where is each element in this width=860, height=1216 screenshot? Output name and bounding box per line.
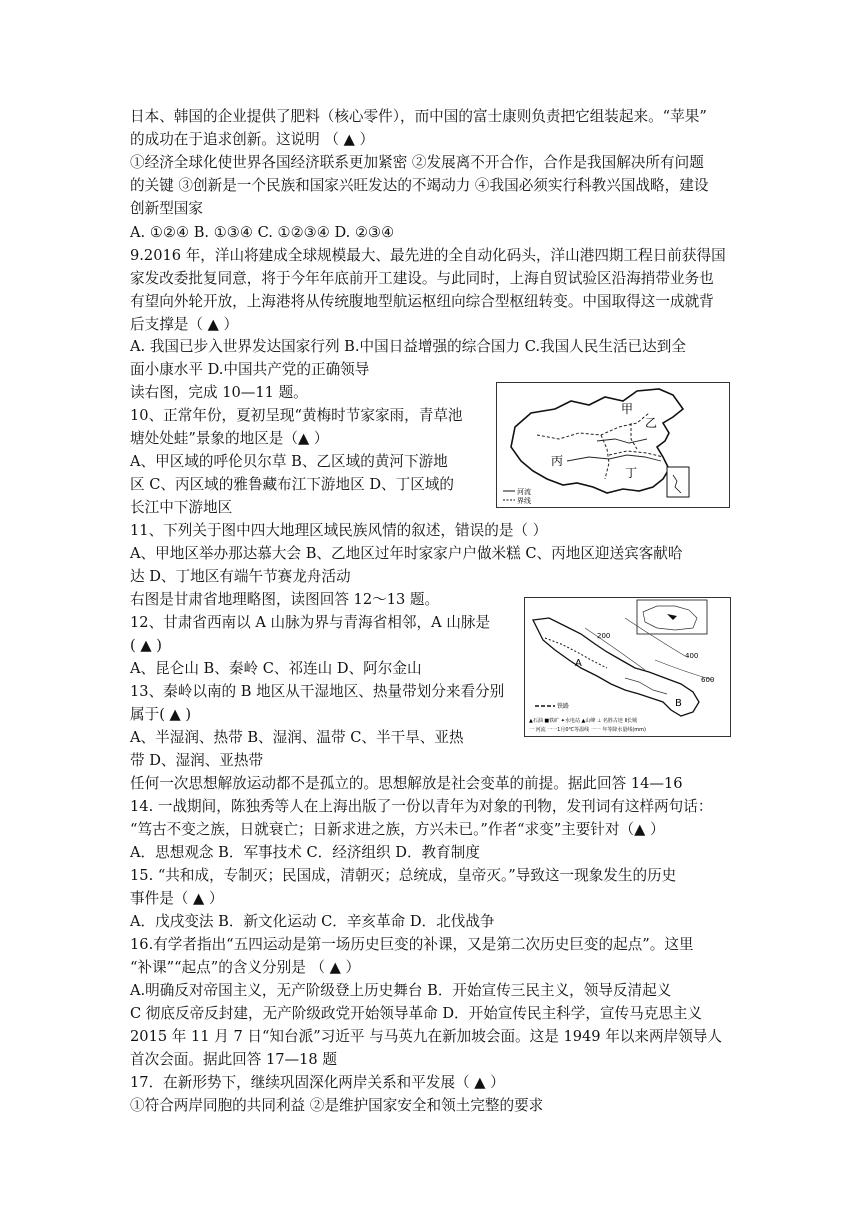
question-17: 17．在新形势下，继续巩固深化两岸关系和平发展（ ▲ ）	[130, 1074, 505, 1091]
question-11: 11、下列关于图中四大地理区域民族风情的叙述，错误的是（ ）	[130, 522, 548, 539]
china-regions-map	[496, 382, 730, 508]
text-line: 家发改委批复同意，将于今年年底前开工建设。与此同时，上海自贸试验区沿海捎带业务也	[130, 270, 714, 287]
answer-options: A、昆仑山 B、秦岭 C、祁连山 D、阿尔金山	[130, 660, 422, 677]
mountain-label-a: A	[575, 658, 582, 669]
text-line: “补课”“起点”的含义分别是 （ ▲ ）	[130, 959, 361, 976]
text-line: 后支撑是（ ▲ ）	[130, 316, 239, 333]
question-9: 9.2016 年，洋山将建成全球规模最大、最先进的全自动化码头，洋山港四期工程日前获得国	[130, 247, 726, 264]
answer-options: A．戊戌变法 B．新文化运动 C．辛亥革命 D．北伐战争	[130, 913, 495, 930]
instruction-line: 读右图，完成 10—11 题。	[130, 384, 308, 401]
region-label-bing: 丙	[551, 454, 564, 468]
legend-boundary: 界线	[517, 497, 531, 505]
gansu-legend-row1: ▲石油 ■铁矿 ✦水电站 ▲山峰 ⊥ 名胜古迹 Ⅱ长城	[529, 718, 637, 724]
answer-options: A．思想观念 B．军事技术 C．经济组织 D．教育制度	[130, 844, 480, 861]
answer-options: A、甲地区举办那达慕大会 B、乙地区过年时家家户户做米糕 C、丙地区迎送宾客献哈	[130, 545, 683, 562]
gansu-map	[524, 597, 731, 737]
legend-railway: 铁路	[557, 703, 570, 710]
text-line: 2015 年 11 月 7 日“知台派”习近平 与马英九在新加坡会面。这是 1949 年以来两岸领导人	[130, 1028, 722, 1045]
contour-label: 600	[701, 676, 715, 684]
text-line: ( ▲ )	[130, 637, 162, 654]
text-line: 创新型国家	[130, 200, 203, 217]
region-label-b: B	[675, 698, 682, 709]
answer-options: A. ①②④ B. ①③④ C. ①②③④ D. ②③④	[130, 224, 395, 241]
instruction-line: 任何一次思想解放运动都不是孤立的。思想解放是社会变革的前提。据此回答 14—16	[130, 775, 683, 792]
question-16: 16.有学者指出“五四运动是第一场历史巨变的补课，又是第二次历史巨变的起点”。这里	[130, 936, 694, 953]
text-line: 属于( ▲ )	[130, 706, 192, 723]
text-line: 长江中下游地区	[130, 499, 233, 516]
text-line: 面小康水平 D.中国共产党的正确领导	[130, 361, 370, 378]
text-line: 达 D、丁地区有端午节赛龙舟活动	[130, 568, 351, 585]
region-label-ding: 丁	[625, 466, 638, 480]
text-line: ①符合两岸同胞的共同利益 ②是维护国家安全和领土完整的要求	[130, 1097, 544, 1114]
text-line: 区 C、丙区域的雅鲁藏布江下游地区 D、丁区域的	[130, 476, 455, 493]
answer-options: C 彻底反帝反封建，无产阶级政党开始领导革命 D．开始宣传民主科学，宣传马克思主义	[130, 1005, 703, 1022]
text-line: 有望向外轮开放，上海港将从传统腹地型航运枢纽向综合型枢纽转变。中国取得这一成就背	[130, 293, 714, 310]
gansu-map-graphic	[525, 598, 730, 736]
instruction-line: 右图是甘肃省地理略图，读图回答 12～13 题。	[130, 591, 440, 608]
question-12: 12、甘肃省西南以 A 山脉为界与青海省相邻，A 山脉是	[130, 614, 491, 631]
text-line: 首次会面。据此回答 17—18 题	[130, 1051, 337, 1068]
answer-options: A.明确反对帝国主义，无产阶级登上历史舞台 B．开始宣传三民主义，领导反清起义	[130, 982, 672, 999]
text-line: 事件是（ ▲ ）	[130, 890, 224, 907]
text-line: 日本、韩国的企业提供了肥料（核心零件），而中国的富士康则负责把它组装起来。“苹果”	[130, 108, 707, 125]
gansu-legend-row2: 一 河流 一一1月0℃等温线 一一 年等降水量线(mm)	[529, 727, 646, 733]
contour-label: 200	[597, 632, 611, 640]
text-line: 的关键 ③创新是一个民族和国家兴旺发达的不竭动力 ④我国必须实行科教兴国战略，建设	[130, 177, 709, 194]
text-line: 带 D、湿润、亚热带	[130, 752, 264, 769]
question-15: 15. “共和成，专制灭；民国成，清朝灭；总统成，皇帝灭。”导致这一现象发生的历史	[130, 867, 677, 884]
question-10: 10、正常年份，夏初呈现“黄梅时节家家雨，青草池	[130, 407, 463, 424]
text-line: 的成功在于追求创新。这说明 （ ▲ ）	[130, 131, 375, 148]
answer-options: A. 我国已步入世界发达国家行列 B.中国日益增强的综合国力 C.我国人民生活已达到全	[130, 338, 686, 355]
question-13: 13、秦岭以南的 B 地区从干湿地区、热量带划分来看分别	[130, 683, 505, 700]
text-line: 塘处处蛙”景象的地区是（▲ ）	[130, 430, 329, 447]
legend-river: 河流	[517, 488, 531, 496]
text-line: ①经济全球化使世界各国经济联系更加紧密 ②发展离不开合作，合作是我国解决所有问题	[130, 154, 704, 171]
china-map-graphic	[497, 383, 729, 507]
region-label-yi: 乙	[645, 416, 658, 430]
question-14: 14. 一战期间，陈独秀等人在上海出版了一份以青年为对象的刊物，发刊词有这样两句话：	[130, 798, 713, 815]
text-line: “笃古不变之族，日就衰亡；日新求进之族，方兴未已。”作者“求变”主要针对（▲ ）	[130, 821, 665, 838]
region-label-jia: 甲	[621, 402, 634, 416]
answer-options: A、半湿润、热带 B、湿润、温带 C、半干旱、亚热	[130, 729, 464, 746]
answer-options: A、甲区域的呼伦贝尔草 B、乙区域的黄河下游地	[130, 453, 448, 470]
contour-label: 400	[685, 652, 699, 660]
